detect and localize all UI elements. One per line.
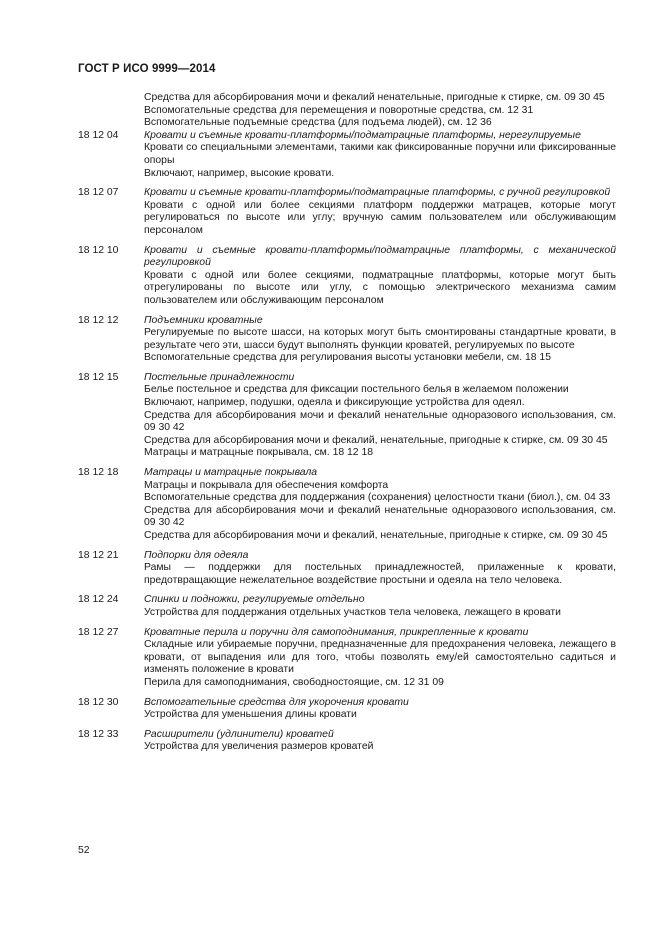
entry-body: [144, 372, 616, 460]
entry-description: Включают, например, высокие кровати.: [144, 167, 335, 179]
page-number: 52: [78, 845, 90, 856]
entry-body: [144, 697, 616, 722]
entry-body: [144, 467, 616, 543]
entry-description: Кровати с одной или более секциями, подматрацные платформы, которые могут быть отрегулированы по высоте или углу, с помощью электрического механизма самим пользователем или обслуживающим персоналом: [144, 269, 616, 306]
entry-description: Рамы — поддержки для постельных принадлежностей, прилаженные к кровати, предотвращающие нежелательное воздействие простыни и одеяла на тело человека.: [144, 562, 616, 586]
entry-body: [144, 550, 616, 588]
entry-title: Подпорки для одеяла: [144, 549, 249, 561]
entry-code: 18 12 30: [78, 696, 119, 708]
entry-description: Средства для абсорбирования мочи и фекалий, ненательные, пригодные к стирке, см. 09 30 45: [144, 434, 608, 446]
document-header: ГОСТ Р ИСО 9999—2014: [78, 63, 216, 75]
entry-body: [144, 627, 616, 690]
entry-description: Средства для абсорбирования мочи и фекалий, ненательные, пригодные к стирке, см. 09 30 45: [144, 530, 608, 541]
entry-body: [144, 130, 616, 180]
entry-row: [78, 187, 616, 237]
entry-description: Устройства для поддержания отдельных участков тела человека, лежащего в кровати: [144, 606, 561, 618]
entry-title: Кровати и съемные кровати-платформы/подматрацные платформы, нерегулируемые: [144, 129, 581, 141]
entry-description: Средства для абсорбирования мочи и фекалий ненательные одноразового использования, см. 09 30 42: [144, 504, 616, 529]
continuation-line: Вспомогательные средства для перемещения и поворотные средства, см. 12 31: [144, 104, 534, 116]
entry-row: [78, 372, 616, 460]
entry-row: [78, 315, 616, 365]
entry-code: 18 12 07: [78, 187, 119, 199]
entry-description: Средства для абсорбирования мочи и фекалий ненательные одноразового использования, см. 09 30 42: [144, 409, 616, 434]
entry-description: Вспомогательные средства для регулирования высоты установки мебели, см. 18 15: [144, 352, 551, 364]
entry-title: Вспомогательные средства для укорочения кровати: [144, 696, 409, 708]
entry-row: [78, 627, 616, 690]
continuation-block: [144, 92, 616, 130]
entry-description: Кровати со специальными элементами, такими как фиксированные поручни или фиксированные опоры: [144, 142, 616, 166]
entry-description: Матрацы и покрывала для обеспечения комфорта: [144, 479, 389, 491]
entry-code: 18 12 21: [78, 549, 119, 561]
entry-title: Расширители (удлинители) кроватей: [144, 728, 334, 740]
entry-row: [78, 697, 616, 722]
entry-description: Устройства для уменьшения длины кровати: [144, 709, 357, 721]
entry-description: Устройства для увеличения размеров кроватей: [144, 741, 374, 753]
entry-description: Регулируемые по высоте шасси, на которых могут быть смонтированы стандартные кровати, в результате чего эти, шасси будут выполнять функции кроватей, регулируемых по высоте: [144, 327, 616, 351]
classification-entries: [78, 130, 616, 754]
entry-row: [78, 594, 616, 619]
continuation-line: Вспомогательные подъемные средства (для подъема людей), см. 12 36: [144, 117, 492, 129]
entry-code: 18 12 24: [78, 594, 119, 606]
entry-body: [144, 594, 616, 619]
entry-code: 18 12 18: [78, 467, 119, 479]
entry-title: Кровати и съемные кровати-платформы/подматрацные платформы, с механической регулировкой: [144, 244, 616, 269]
entry-code: 18 12 27: [78, 626, 119, 638]
entry-description: Вспомогательные средства для поддержания (сохранения) целостности ткани (биол.), см. 04 33: [144, 492, 611, 504]
entry-title: Спинки и подножки, регулируемые отдельно: [144, 594, 365, 606]
entry-row: [78, 550, 616, 588]
entry-row: [78, 467, 616, 543]
entry-description: Перила для самоподнимания, свободностоящие, см. 12 31 09: [144, 676, 444, 688]
entry-row: [78, 729, 616, 754]
entry-title: Матрацы и матрацные покрывала: [144, 467, 318, 479]
entry-description: Включают, например, подушки, одеяла и фиксирующие устройства для одеял.: [144, 397, 525, 409]
continuation-line: Средства для абсорбирования мочи и фекалий ненательные, пригодные к стирке, см. 09 30 45: [144, 92, 605, 103]
entry-description: Матрацы и матрацные покрывала, см. 18 12 18: [144, 447, 374, 459]
entry-code: 18 12 12: [78, 314, 119, 326]
entry-body: [144, 187, 616, 237]
entry-row: [78, 130, 616, 180]
entry-title: Кровати и съемные кровати-платформы/подматрацные платформы, с ручной регулировкой: [144, 187, 611, 199]
entry-title: Постельные принадлежности: [144, 371, 295, 383]
entry-code: 18 12 04: [78, 129, 119, 141]
entry-row: [78, 245, 616, 308]
entry-body: [144, 315, 616, 365]
entry-description: Складные или убираемые поручни, предназначенные для предохранения человека, лежащего в кровати, от выпадения или для того, чтобы позволять ему/ей самостоятельно садиться и изменять положение в кровати: [144, 639, 616, 676]
entry-body: [144, 729, 616, 754]
entry-code: 18 12 33: [78, 728, 119, 740]
entry-description: Белье постельное и средства для фиксации постельного белья в желаемом положении: [144, 384, 569, 396]
entry-description: Кровати с одной или более секциями платформ поддержки матрацев, которые могут регулироваться по высоте или углу; вручную самим пользователем или обслуживающим персоналом: [144, 199, 616, 236]
entry-title: Кроватные перила и поручни для самоподнимания, прикрепленные к кровати: [144, 626, 529, 638]
entry-code: 18 12 10: [78, 244, 119, 256]
entry-body: [144, 245, 616, 308]
entry-code: 18 12 15: [78, 371, 119, 383]
entry-title: Подъемники кроватные: [144, 314, 263, 326]
page-content: [78, 92, 616, 754]
